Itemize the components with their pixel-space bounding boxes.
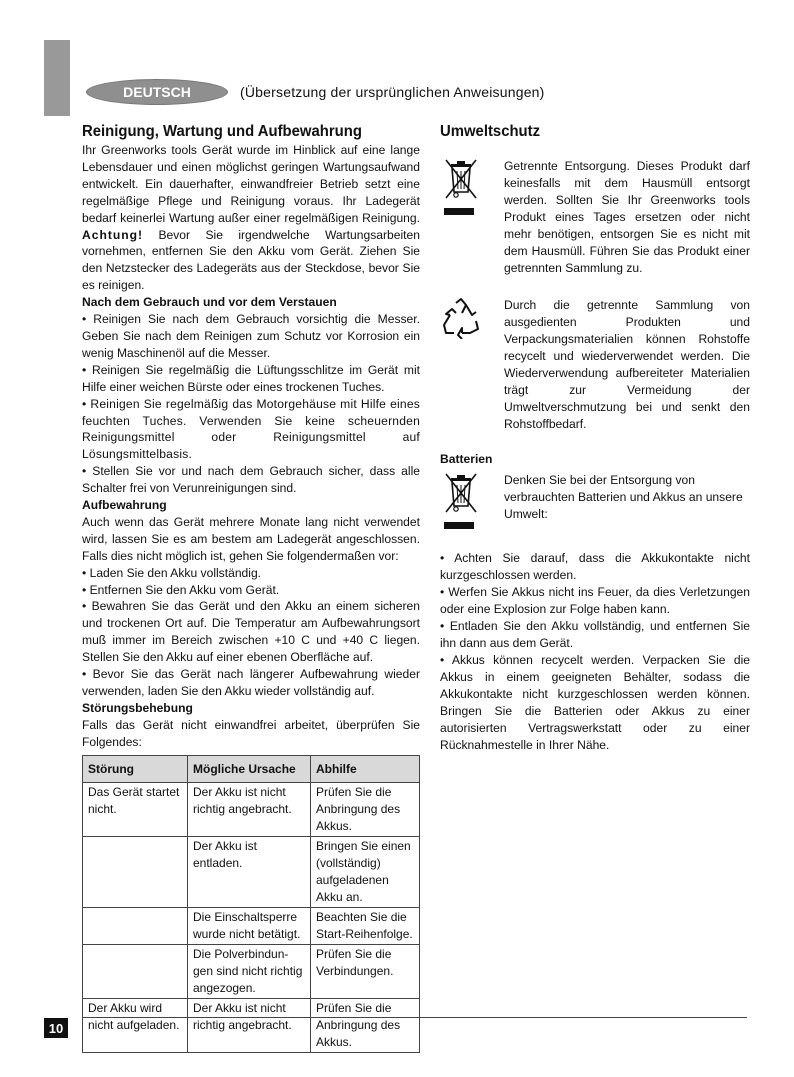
batteries-heading: Batterien [440,452,493,466]
warning-text: Bevor Sie irgendwelche Wartungsarbeiten vornehmen, entfernen Sie den Akku vom Gerät. Ziehen Sie den Netzstecker des Ladegeräts aus der Steckdose, bevor Sie es reinigen. [82,227,420,293]
table-cell: Die Einschaltsperre wurde nicht betätigt. [188,907,311,944]
storage-intro: Auch wenn das Gerät mehrere Monate lang nicht verwendet wird, lassen Sie es am bestem am Ladegerät angeschlossen. Falls dies nicht möglich ist, gehen Sie folgendermaßen vor: [82,514,420,563]
table-row [83,836,420,907]
disposal-block [440,158,750,277]
list-item: • Reinigen Sie nach dem Gebrauch vorsichtig die Messer. Geben Sie nach dem Reinigen zum Schutz vor Korrosion ein wenig Maschinenöl auf die Messer. [82,312,420,360]
left-column [82,122,420,1053]
table-cell: Das Gerät startet nicht. [83,782,188,836]
table-cell [83,944,188,998]
table-cell: Der Akku ist entladen. [188,836,311,907]
page-number: 10 [44,1018,68,1038]
warning-label: Achtung! [82,227,144,242]
troubleshooting-intro: Falls das Gerät nicht einwandfrei arbeitet, überprüfen Sie Folgendes: [82,717,420,749]
table-cell: Prüfen Sie die Verbindungen. [311,944,420,998]
list-item: • Akkus können recycelt werden. Verpacken Sie die Akkus in einem geeigneten Behälter, sodass die Akkukontakte nicht kurzgeschlossen werden können. Bringen Sie die Batterien oder Akkus zu einer autorisierten Vertragswerkstatt oder zu einer Rücknahmestelle in Ihrer Nähe. [440,653,750,752]
cleaning-heading: Nach dem Gebrauch und vor dem Verstauen [82,295,337,310]
table-row [83,907,420,944]
language-badge: DEUTSCH [86,79,228,105]
list-item: • Laden Sie den Akku vollständig. [82,565,262,580]
table-cell: Der Akku ist nicht richtig angebracht. [188,998,311,1052]
batteries-text: Denken Sie bei der Entsorgung von verbrauchten Batterien und Akkus an unsere Umwelt: [504,473,743,521]
column-header: Störung [83,755,188,782]
column-header: Mögliche Ursache [188,755,311,782]
list-item: • Bevor Sie das Gerät nach längerer Aufbewahrung wieder verwenden, laden Sie den Akku wieder vollständig auf. [82,667,420,698]
list-item: • Bewahren Sie das Gerät und den Akku an einem sicheren und trockenen Ort auf. Die Temperatur am Aufbewahrungsort muß immer im Bereich zwischen +10 C und +40 C liegen. Stellen Sie den Akku auf einer ebenen Oberfläche auf. [82,599,420,665]
list-item: • Reinigen Sie regelmäßig das Motorgehäuse mit Hilfe eines feuchten Tuches. Verwenden Sie keine scheuernden Reinigungsmittel oder Reinigungsmittel auf Lösungsmittelbasis. [82,396,420,462]
table-cell: Bringen Sie einen (vollständig) aufgeladenen Akku an. [311,836,420,907]
environment-title: Umweltschutz [440,123,541,140]
list-item: • Entfernen Sie den Akku vom Gerät. [82,582,280,597]
section-marker [44,40,70,116]
table-cell [83,907,188,944]
disposal-text: Getrennte Entsorgung. Dieses Produkt darf keinesfalls mit dem Hausmüll entsorgt werden. Sollten Sie Ihr Greenworks tools Produkt eines Tages ersetzen oder nicht mehr benötigen, entsorgen Sie es nicht mit dem Hausmüll. Führen Sie das Produkt einer getrennten Sammlung zu. [504,159,750,275]
recycling-block [440,297,750,433]
list-item: • Achten Sie darauf, dass die Akkukontakte nicht kurzgeschlossen werden. [440,551,750,582]
list-item: • Reinigen Sie regelmäßig die Lüftungsschlitze im Gerät mit Hilfe einer weichen Bürste oder eines trockenen Tuches. [82,362,420,394]
right-column [440,122,750,754]
footer-divider [82,1017,747,1018]
batteries-block [440,472,750,534]
list-item: • Stellen Sie vor und nach dem Gebrauch sicher, dass alle Schalter frei von Verunreinigungen sind. [82,464,420,496]
table-header-row [83,755,420,782]
page-subtitle: (Übersetzung der ursprünglichen Anweisungen) [240,84,545,100]
table-row [83,944,420,998]
recycling-text: Durch die getrennte Sammlung von ausgedienten Produkten und Verpackungsmaterialien können Rohstoffe recycelt und wiederverwendet werden. Die Wiederverwendung aufbereiteter Materialien trägt zur Vermeidung der Umweltverschmutzung bei und senkt den Rohstoffbedarf. [504,298,750,431]
troubleshooting-table [82,755,420,1053]
table-row [83,782,420,836]
maintenance-intro [82,142,420,294]
recycling-icon [440,297,482,433]
table-cell [83,836,188,907]
table-cell: Der Akku ist nicht richtig angebracht. [188,782,311,836]
list-item: • Entladen Sie den Akku vollständig, und entfernen Sie ihn dann aus dem Gerät. [440,619,750,650]
list-item: • Werfen Sie Akkus nicht ins Feuer, da dies Verletzungen oder eine Explosion zur Folge haben kann. [440,585,750,616]
table-cell: Der Akku wird nicht aufgeladen. [83,998,188,1052]
table-cell: Prüfen Sie die Anbringung des Akkus. [311,998,420,1052]
storage-list [82,565,420,700]
crossed-bin-icon [440,158,482,277]
troubleshooting-heading: Störungsbehebung [82,700,193,715]
crossed-bin-icon [440,472,482,534]
column-header: Abhilfe [311,755,420,782]
table-cell: Beachten Sie die Start-Reihenfolge. [311,907,420,944]
maintenance-title: Reinigung, Wartung und Aufbewahrung [82,123,362,140]
intro-text: Ihr Greenworks tools Gerät wurde im Hinblick auf eine lange Lebensdauer und einen möglichst geringen Wartungsaufwand entwickelt. Ein dauerhafter, einwandfreier Betrieb setzt eine regelmäßige Pflege und Reinigung voraus. Ihr Ladegerät bedarf keinerlei Wartung außer einer regelmäßigen Reinigung. [82,143,420,225]
storage-heading: Aufbewahrung [82,498,167,513]
cleaning-list [82,311,420,497]
table-cell: Die Polverbindun-gen sind nicht richtig angezogen. [188,944,311,998]
battery-list [440,550,750,754]
table-cell: Prüfen Sie die Anbringung des Akkus. [311,782,420,836]
table-row [83,998,420,1052]
